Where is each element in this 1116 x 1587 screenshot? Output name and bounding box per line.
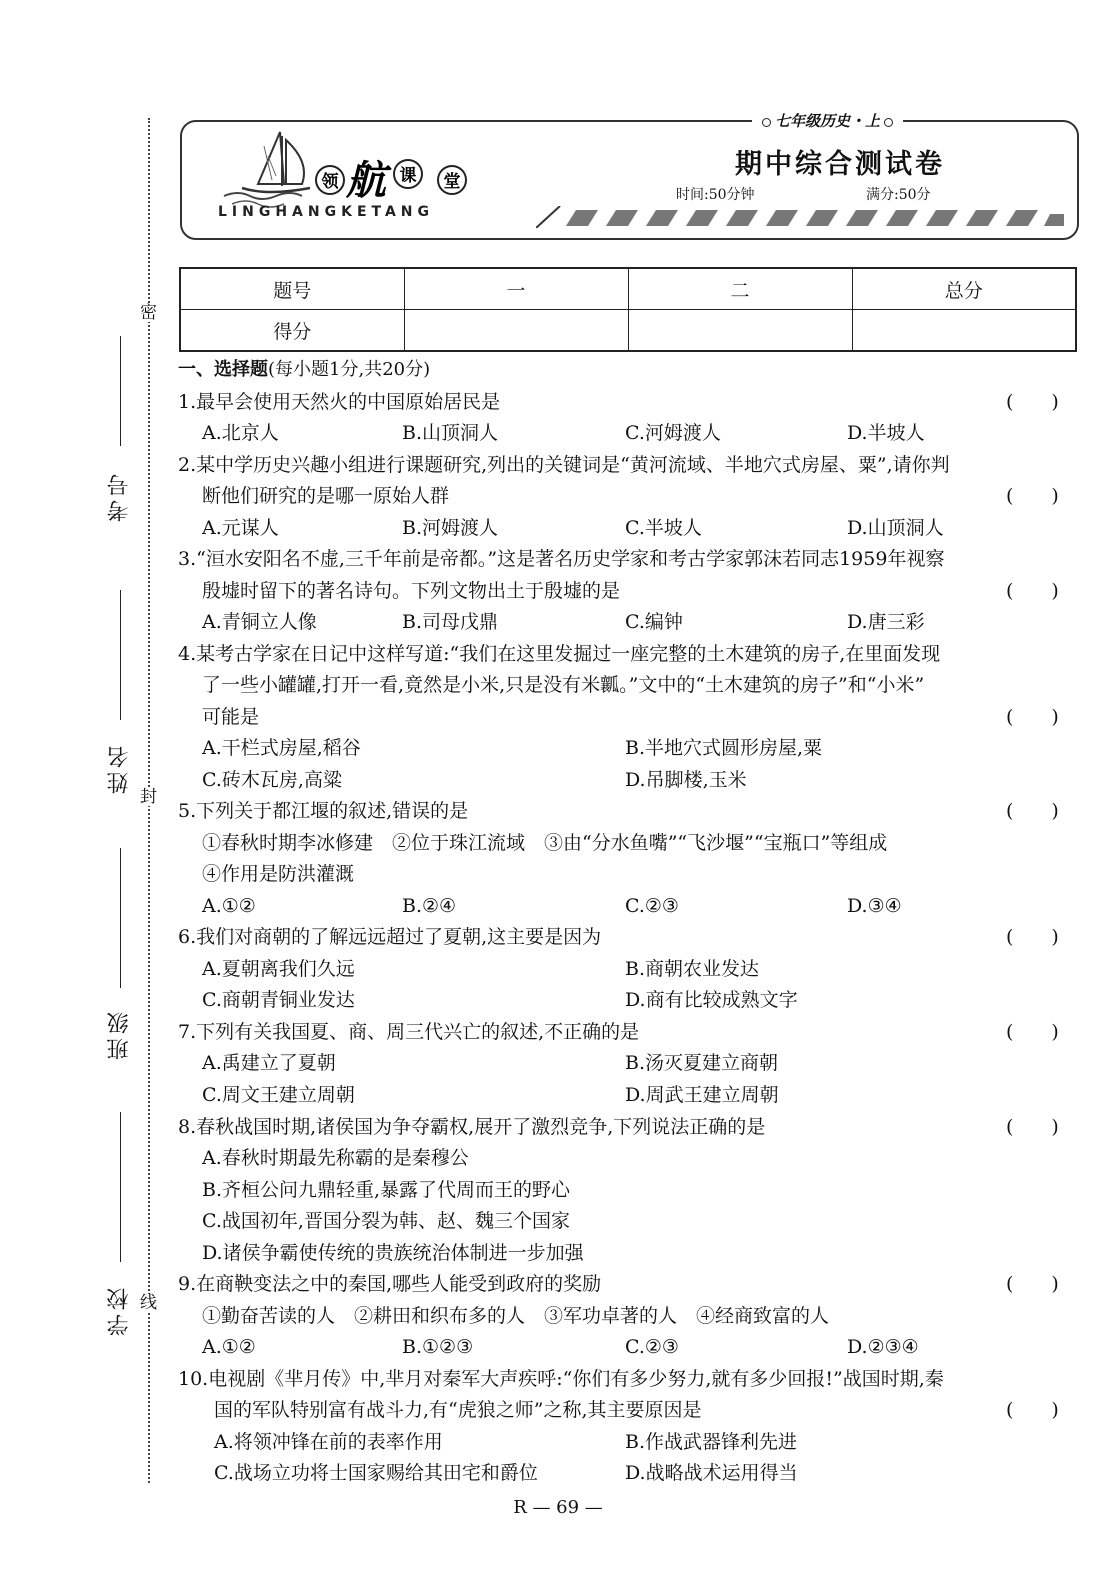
q10-option-d: D.战略战术运用得当 bbox=[625, 1462, 798, 1484]
grade-tag bbox=[752, 110, 903, 131]
q9-stem-line1: 9.在商鞅变法之中的秦国,哪些人能受到政府的奖励 bbox=[178, 1273, 602, 1295]
q7-option-a: A.禹建立了夏朝 bbox=[202, 1052, 336, 1074]
q6-answer-box[interactable]: ( ) bbox=[1006, 926, 1059, 948]
q7-option-c: C.周文王建立周朝 bbox=[202, 1084, 355, 1106]
q9-stem-line2: ①勤奋苦读的人 ②耕田和织布多的人 ③军功卓著的人 ④经商致富的人 bbox=[202, 1305, 830, 1327]
q6-option-c: C.商朝青铜业发达 bbox=[202, 989, 355, 1011]
q6-option-d: D.商有比较成熟文字 bbox=[625, 989, 798, 1011]
q10-option-b: B.作战武器锋利先进 bbox=[625, 1431, 798, 1453]
cell-question-number: 题号 bbox=[180, 268, 404, 310]
q8-option-d: D.诸侯争霸使传统的贵族统治体制进一步加强 bbox=[202, 1242, 584, 1264]
q7-option-b: B.汤灭夏建立商朝 bbox=[625, 1052, 779, 1074]
q3-option-d: D.唐三彩 bbox=[847, 611, 925, 633]
q1-option-a: A.北京人 bbox=[202, 422, 279, 444]
field-name[interactable] bbox=[100, 590, 140, 810]
q2-answer-box[interactable]: ( ) bbox=[1006, 485, 1059, 507]
q1-stem: 1.最早会使用天然火的中国原始居民是 bbox=[178, 391, 501, 413]
q2-option-c: C.半坡人 bbox=[625, 517, 702, 539]
decorative-stripes bbox=[536, 206, 1064, 228]
q5-option-a: A.①② bbox=[202, 895, 256, 917]
cell-part-two: 二 bbox=[628, 268, 852, 310]
q4-answer-box[interactable]: ( ) bbox=[1006, 706, 1059, 728]
cell-score-label: 得分 bbox=[180, 310, 404, 352]
q2-option-d: D.山顶洞人 bbox=[847, 517, 944, 539]
score-input-part-one[interactable] bbox=[404, 310, 628, 352]
q10-option-c: C.战场立功将士国家赐给其田宅和爵位 bbox=[214, 1462, 538, 1484]
grade-label: 七年级历史・上 bbox=[775, 112, 881, 130]
q5-stem-line2: ①春秋时期李冰修建 ②位于珠江流域 ③由“分水鱼嘴”“飞沙堰”“宝瓶口”等组成 bbox=[202, 832, 888, 854]
q9-option-a: A.①② bbox=[202, 1336, 256, 1358]
q4-stem-line2: 了一些小罐罐,打开一看,竟然是小米,只是没有米瓤。”文中的“土木建筑的房子”和“小米” bbox=[202, 674, 925, 696]
q7-stem: 7.下列有关我国夏、商、周三代兴亡的叙述,不正确的是 bbox=[178, 1021, 640, 1043]
section-title bbox=[178, 358, 430, 382]
q4-stem-line1: 4.某考古学家在日记中这样写道:“我们在这里发掘过一座完整的土木建筑的房子,在里面发现 bbox=[178, 643, 941, 665]
q9-answer-box[interactable]: ( ) bbox=[1006, 1273, 1059, 1295]
q6-option-a: A.夏朝离我们久远 bbox=[202, 958, 355, 980]
binding-mark-mi: 密 bbox=[140, 303, 157, 323]
field-name-label: 姓名 bbox=[107, 742, 132, 794]
q2-option-b: B.河姆渡人 bbox=[402, 517, 499, 539]
q1-option-c: C.河姆渡人 bbox=[625, 422, 721, 444]
q9-option-c: C.②③ bbox=[625, 1336, 679, 1358]
q10-stem-line2: 国的军队特别富有战斗力,有“虎狼之师”之称,其主要原因是 bbox=[214, 1399, 702, 1421]
score-table-score-row bbox=[180, 310, 1076, 352]
logo-subtitle: LINGHANGKETANG bbox=[218, 204, 435, 220]
q4-option-a: A.干栏式房屋,稻谷 bbox=[202, 737, 361, 759]
binding-mark-feng: 封 bbox=[140, 787, 157, 807]
q8-stem: 8.春秋战国时期,诸侯国为争夺霸权,展开了激烈竞争,下列说法正确的是 bbox=[178, 1116, 766, 1138]
q10-stem-line1: 10.电视剧《芈月传》中,芈月对秦军大声疾呼:“你们有多少努力,就有多少回报!”战国时期,秦 bbox=[178, 1368, 944, 1390]
q9-option-b: B.①②③ bbox=[402, 1336, 474, 1358]
section-note: (每小题1分,共20分) bbox=[268, 359, 431, 380]
q3-stem-line1: 3.“洹水安阳名不虚,三千年前是帝都。”这是著名历史学家和考古学家郭沫若同志1959年视察 bbox=[178, 548, 945, 570]
logo-char-tang: 堂 bbox=[443, 172, 461, 192]
field-class-label: 班级 bbox=[107, 1008, 132, 1060]
q4-option-d: D.吊脚楼,玉米 bbox=[625, 769, 747, 791]
binding-mark-xian: 线 bbox=[140, 1293, 157, 1313]
score-input-part-two[interactable] bbox=[628, 310, 852, 352]
q2-stem-line1: 2.某中学历史兴趣小组进行课题研究,列出的关键词是“黄河流域、半地穴式房屋、粟”,请你判 bbox=[178, 454, 950, 476]
field-exam-number-label: 考号 bbox=[107, 470, 132, 522]
q3-stem-line2: 殷墟时留下的著名诗句。下列文物出土于殷墟的是 bbox=[202, 580, 621, 602]
q1-option-d: D.半坡人 bbox=[847, 422, 925, 444]
q5-stem-line3: ④作用是防洪灌溉 bbox=[202, 863, 355, 885]
q8-option-a: A.春秋时期最先称霸的是秦穆公 bbox=[202, 1147, 469, 1169]
q3-answer-box[interactable]: ( ) bbox=[1006, 580, 1059, 602]
q4-option-c: C.砖木瓦房,高粱 bbox=[202, 769, 342, 791]
bullet-icon bbox=[762, 118, 771, 127]
exam-time: 时间:50分钟 bbox=[676, 187, 755, 203]
logo-char-ling: 领 bbox=[321, 172, 339, 192]
exam-full-score: 满分:50分 bbox=[866, 187, 931, 203]
field-exam-number[interactable] bbox=[100, 336, 140, 546]
q5-option-d: D.③④ bbox=[847, 895, 902, 917]
bullet-icon bbox=[884, 118, 893, 127]
score-table-header-row bbox=[180, 268, 1076, 310]
score-input-total[interactable] bbox=[852, 310, 1076, 352]
q10-option-a: A.将领冲锋在前的表率作用 bbox=[214, 1431, 443, 1453]
q2-option-a: A.元谋人 bbox=[202, 517, 279, 539]
q6-stem: 6.我们对商朝的了解远远超过了夏朝,这主要是因为 bbox=[178, 926, 602, 948]
q7-option-d: D.周武王建立周朝 bbox=[625, 1084, 779, 1106]
q10-answer-box[interactable]: ( ) bbox=[1006, 1399, 1059, 1421]
q8-option-c: C.战国初年,晋国分裂为韩、赵、魏三个国家 bbox=[202, 1210, 570, 1232]
q8-option-b: B.齐桓公问九鼎轻重,暴露了代周而王的野心 bbox=[202, 1179, 571, 1201]
q1-answer-box[interactable]: ( ) bbox=[1006, 391, 1059, 413]
field-school[interactable] bbox=[100, 1112, 140, 1342]
q6-option-b: B.商朝农业发达 bbox=[625, 958, 760, 980]
q5-option-b: B.②④ bbox=[402, 895, 457, 917]
q2-stem-line2: 断他们研究的是哪一原始人群 bbox=[202, 485, 450, 507]
q3-option-c: C.编钟 bbox=[625, 611, 683, 633]
section-title-text: 一、选择题 bbox=[178, 359, 268, 380]
field-class[interactable] bbox=[100, 848, 140, 1068]
q1-option-b: B.山顶洞人 bbox=[402, 422, 499, 444]
q5-answer-box[interactable]: ( ) bbox=[1006, 800, 1059, 822]
cell-part-one: 一 bbox=[404, 268, 628, 310]
q3-option-b: B.司母戊鼎 bbox=[402, 611, 499, 633]
q3-option-a: A.青铜立人像 bbox=[202, 611, 317, 633]
q8-answer-box[interactable]: ( ) bbox=[1006, 1116, 1059, 1138]
q7-answer-box[interactable]: ( ) bbox=[1006, 1021, 1059, 1043]
score-table bbox=[179, 267, 1077, 352]
q9-option-d: D.②③④ bbox=[847, 1336, 919, 1358]
exam-title: 期中综合测试卷 bbox=[735, 149, 945, 180]
logo-char-ke: 课 bbox=[399, 166, 417, 186]
q4-stem-line3: 可能是 bbox=[202, 706, 260, 728]
q5-stem-line1: 5.下列关于都江堰的叙述,错误的是 bbox=[178, 800, 469, 822]
cell-total: 总分 bbox=[852, 268, 1076, 310]
field-school-label: 学校 bbox=[107, 1284, 132, 1336]
q5-option-c: C.②③ bbox=[625, 895, 679, 917]
q4-option-b: B.半地穴式圆形房屋,粟 bbox=[625, 737, 823, 759]
logo-char-hang: 航 bbox=[346, 157, 386, 204]
page-number: R — 69 — bbox=[513, 1497, 603, 1518]
